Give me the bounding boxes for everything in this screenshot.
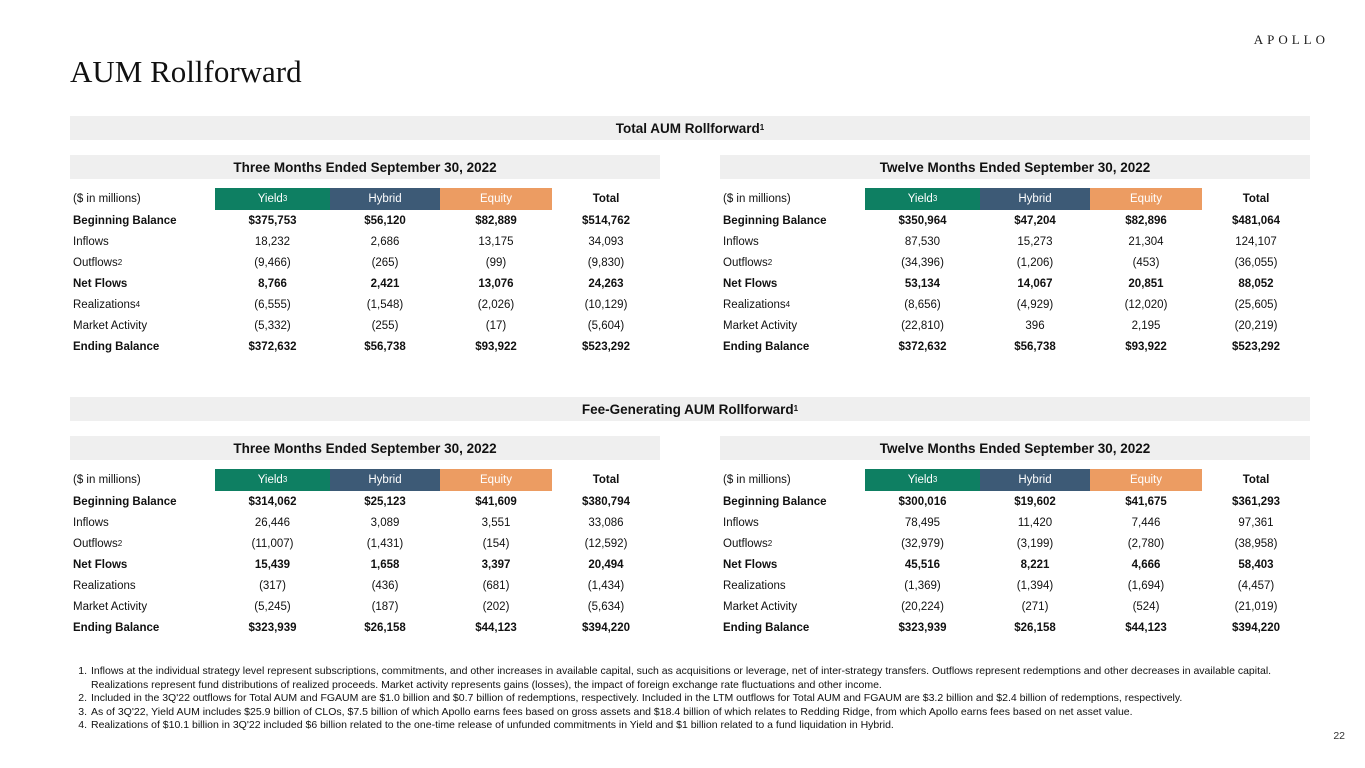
cell-equity: $41,609 [475,495,517,508]
column-header-yield: Yield 3 [215,188,330,210]
cell-equity: (2,780) [1127,537,1165,550]
footnote-item [70,665,1322,692]
cell-yield: $372,632 [248,340,297,353]
aum-table [720,469,1310,638]
cell-equity: (2,026) [477,298,515,311]
cell-yield: 87,530 [904,235,941,248]
row-label: Ending Balance [723,621,810,634]
column-header-equity: Equity [440,188,552,210]
cell-hybrid: $26,158 [1014,621,1056,634]
cell-hybrid: (271) [1021,600,1049,613]
cell-equity: $93,922 [1125,340,1167,353]
period-band: Three Months Ended September 30, 2022 [70,436,660,460]
cell-equity: (12,020) [1124,298,1168,311]
footnote-item [70,692,1322,706]
aum-table [720,188,1310,357]
cell-total: (5,634) [587,600,625,613]
cell-equity: $44,123 [1125,621,1167,634]
tables-row [70,155,1310,357]
column-header-total: Total [592,474,620,486]
footnote-text: Inflows at the individual strategy level represent subscriptions, commitments, and other increases in available capital, such as acquisitions or leverage, net of inter-strategy transfers. Outflows represent redemptions and other decreases in available capital. Realizations represent fund distributions of realized proceeds. Market activity represents gains (losses), the impact of foreign exchange rate fluctuations and other income. [91,665,1272,691]
cell-yield: (11,007) [251,537,294,550]
row-label: Outflows 2 [73,256,123,269]
cell-hybrid: 2,686 [370,235,400,248]
cell-hybrid: (1,431) [366,537,404,550]
page-number: 22 [1333,730,1345,742]
footnotes [70,665,1322,733]
cell-equity: $93,922 [475,340,517,353]
row-label: Ending Balance [723,340,810,353]
row-label: Net Flows [73,558,128,571]
cell-hybrid: $26,158 [364,621,406,634]
cell-equity: 21,304 [1128,235,1164,248]
column-header-yield: Yield 3 [215,469,330,491]
cell-total: 58,403 [1238,558,1274,571]
unit-label: ($ in millions) [73,474,141,486]
cell-yield: (34,396) [901,256,944,269]
cell-total: 20,494 [588,558,624,571]
row-label: Net Flows [723,277,778,290]
cell-yield: 53,134 [904,277,941,290]
column-header-equity: Equity [1090,188,1202,210]
cell-total: (38,958) [1234,537,1278,550]
section-total-aum [70,116,1310,357]
cell-yield: (32,979) [901,537,944,550]
cell-yield: (20,224) [901,600,944,613]
cell-equity: 4,666 [1131,558,1161,571]
column-header-hybrid: Hybrid [330,469,440,491]
cell-total: $380,794 [582,495,630,508]
cell-equity: 2,195 [1131,319,1161,332]
footnote-item [70,706,1322,720]
cell-equity: (202) [482,600,510,613]
footnote-text: Realizations of $10.1 billion in 3Q'22 included $6 billion related to the one-time release of unfunded commitments in Yield and $1 billion related to a fund liquidation in Hybrid. [91,719,894,731]
aum-table [70,469,660,638]
cell-yield: (22,810) [901,319,944,332]
cell-yield: (5,245) [254,600,291,613]
cell-total: (21,019) [1234,600,1278,613]
cell-hybrid: 8,221 [1020,558,1050,571]
cell-hybrid: (265) [371,256,399,269]
cell-equity: $82,896 [1125,214,1167,227]
column-header-equity: Equity [1090,469,1202,491]
tables-row [70,436,1310,638]
unit-label: ($ in millions) [73,193,141,205]
cell-yield: $300,016 [898,495,947,508]
cell-total: $394,220 [1232,621,1280,634]
cell-hybrid: 396 [1025,319,1045,332]
table-block [70,155,660,357]
cell-total: $361,293 [1232,495,1280,508]
row-label: Net Flows [73,277,128,290]
row-label: Realizations 4 [73,298,141,311]
cell-total: $523,292 [1232,340,1280,353]
cell-hybrid: (436) [371,579,399,592]
cell-yield: $372,632 [898,340,947,353]
footnote-number: 4. [78,719,87,731]
cell-hybrid: $56,738 [364,340,406,353]
footnote-item [70,719,1322,733]
period-band: Twelve Months Ended September 30, 2022 [720,155,1310,179]
cell-total: (9,830) [587,256,625,269]
column-header-total: Total [1242,474,1270,486]
cell-hybrid: 11,420 [1017,516,1053,529]
cell-total: (4,457) [1237,579,1275,592]
cell-hybrid: $25,123 [364,495,406,508]
cell-yield: 8,766 [258,277,287,290]
cell-yield: $350,964 [898,214,947,227]
page-title: AUM Rollforward [70,54,302,89]
row-label: Beginning Balance [723,495,827,508]
row-label: Inflows [73,516,109,529]
cell-yield: (5,332) [254,319,291,332]
cell-total: 33,086 [588,516,624,529]
cell-total: 88,052 [1238,277,1274,290]
cell-hybrid: $47,204 [1014,214,1056,227]
cell-equity: (17) [485,319,507,332]
cell-yield: 26,446 [254,516,291,529]
unit-label: ($ in millions) [723,474,791,486]
cell-hybrid: (3,199) [1016,537,1054,550]
cell-total: 124,107 [1235,235,1277,248]
cell-hybrid: $56,738 [1014,340,1056,353]
footnote-number: 1. [78,665,87,677]
row-label: Outflows 2 [723,537,773,550]
cell-yield: $323,939 [898,621,947,634]
cell-equity: (154) [482,537,510,550]
cell-total: (25,605) [1234,298,1278,311]
section-fee-generating-aum [70,397,1310,638]
cell-equity: 13,076 [478,277,514,290]
period-band: Three Months Ended September 30, 2022 [70,155,660,179]
cell-hybrid: $19,602 [1014,495,1056,508]
cell-hybrid: (187) [371,600,399,613]
cell-yield: 15,439 [254,558,291,571]
cell-equity: $44,123 [475,621,517,634]
cell-total: (5,604) [587,319,625,332]
cell-equity: (99) [485,256,507,269]
cell-total: 97,361 [1238,516,1274,529]
cell-hybrid: 3,089 [370,516,400,529]
cell-hybrid: 1,658 [370,558,400,571]
row-label: Realizations [73,579,136,592]
unit-label: ($ in millions) [723,193,791,205]
row-label: Market Activity [723,600,798,613]
section-title-band: Fee-Generating AUM Rollforward 1 [70,397,1310,421]
cell-hybrid: 14,067 [1017,277,1053,290]
cell-hybrid: 15,273 [1017,235,1053,248]
row-label: Beginning Balance [73,214,177,227]
cell-yield: 45,516 [904,558,941,571]
table-block [720,155,1310,357]
column-header-equity: Equity [440,469,552,491]
table-block [720,436,1310,638]
row-label: Realizations [723,579,786,592]
cell-yield: (6,555) [254,298,291,311]
row-label: Market Activity [723,319,798,332]
column-header-hybrid: Hybrid [980,469,1090,491]
footnote-text: Included in the 3Q'22 outflows for Total AUM and FGAUM are $1.0 billion and $0.7 billion of redemptions, respectively. Included in the LTM outflows for Total AUM and FGAUM are $3.2 billion and $2.4 billion of redemptions, respectively. [91,692,1183,704]
footnote-number: 3. [78,705,87,718]
footnote-text: As of 3Q'22, Yield AUM includes $25.9 billion of CLOs, $7.5 billion of which Apollo earns fees based on gross assets and $18.4 billion of which relates to Redding Ridge, from which Apollo earns fees based on net asset value. [91,705,1133,718]
row-label: Inflows [723,235,759,248]
cell-yield: (8,656) [904,298,941,311]
cell-hybrid: (1,548) [366,298,404,311]
column-header-hybrid: Hybrid [980,188,1090,210]
cell-equity: 3,397 [481,558,511,571]
column-header-hybrid: Hybrid [330,188,440,210]
row-label: Ending Balance [73,340,160,353]
cell-hybrid: (1,394) [1016,579,1054,592]
row-label: Ending Balance [73,621,160,634]
cell-total: $481,064 [1232,214,1280,227]
cell-yield: 78,495 [904,516,941,529]
row-label: Market Activity [73,600,148,613]
row-label: Outflows 2 [723,256,773,269]
cell-yield: $375,753 [248,214,297,227]
cell-hybrid: (4,929) [1016,298,1054,311]
cell-total: (1,434) [587,579,625,592]
cell-hybrid: $56,120 [364,214,406,227]
section-title-band: Total AUM Rollforward 1 [70,116,1310,140]
row-label: Realizations 4 [723,298,791,311]
cell-hybrid: 2,421 [370,277,400,290]
row-label: Market Activity [73,319,148,332]
cell-total: (10,129) [584,298,628,311]
brand-logo: APOLLO [1253,32,1329,47]
cell-equity: (524) [1132,600,1160,613]
column-header-total: Total [1242,193,1270,205]
cell-hybrid: (255) [371,319,399,332]
cell-equity: 20,851 [1128,277,1164,290]
row-label: Beginning Balance [723,214,827,227]
cell-equity: (453) [1132,256,1160,269]
cell-yield: $323,939 [248,621,297,634]
cell-equity: 3,551 [481,516,511,529]
cell-total: (20,219) [1234,319,1278,332]
period-band: Twelve Months Ended September 30, 2022 [720,436,1310,460]
cell-equity: $82,889 [475,214,517,227]
cell-total: $514,762 [582,214,630,227]
cell-equity: (1,694) [1127,579,1165,592]
cell-yield: (1,369) [904,579,941,592]
column-header-total: Total [592,193,620,205]
footnote-number: 2. [78,692,87,704]
cell-total: $394,220 [582,621,630,634]
cell-equity: $41,675 [1125,495,1167,508]
row-label: Inflows [723,516,759,529]
cell-total: 24,263 [588,277,624,290]
row-label: Inflows [73,235,109,248]
cell-yield: $314,062 [248,495,297,508]
cell-yield: (9,466) [254,256,291,269]
cell-equity: 13,175 [478,235,514,248]
row-label: Outflows 2 [73,537,123,550]
table-block [70,436,660,638]
cell-total: 34,093 [588,235,624,248]
cell-hybrid: (1,206) [1016,256,1054,269]
aum-table [70,188,660,357]
cell-total: (12,592) [584,537,628,550]
cell-total: $523,292 [582,340,630,353]
cell-yield: 18,232 [254,235,291,248]
column-header-yield: Yield 3 [865,188,980,210]
cell-equity: (681) [482,579,510,592]
cell-total: (36,055) [1234,256,1278,269]
column-header-yield: Yield 3 [865,469,980,491]
row-label: Net Flows [723,558,778,571]
cell-yield: (317) [259,579,286,592]
row-label: Beginning Balance [73,495,177,508]
cell-equity: 7,446 [1131,516,1161,529]
